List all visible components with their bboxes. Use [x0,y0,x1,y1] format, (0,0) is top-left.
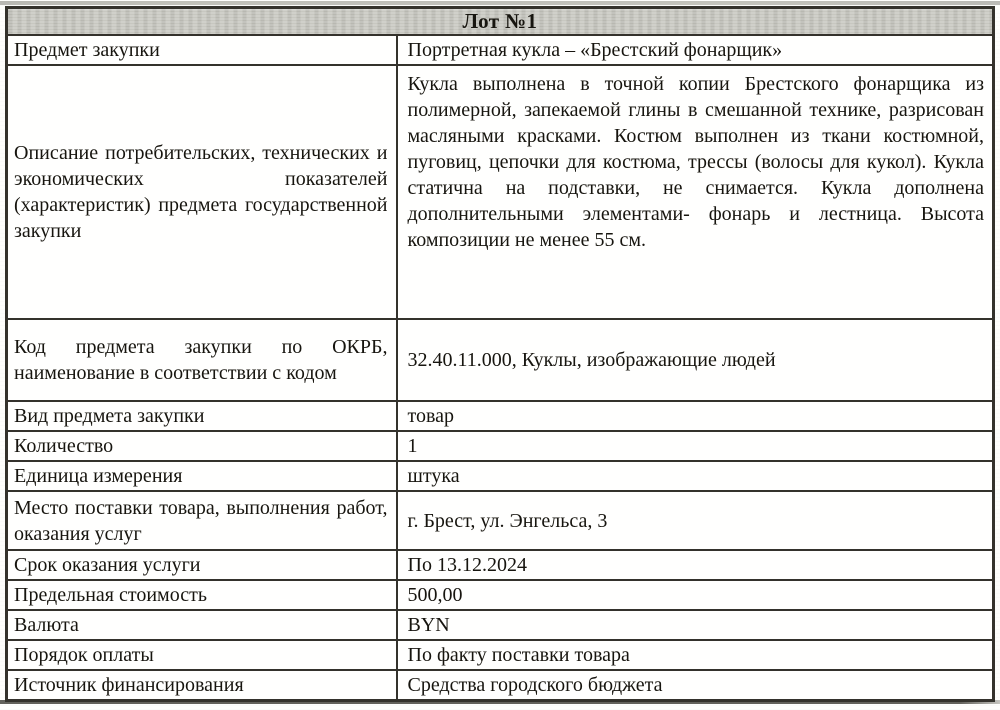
table-row-subject [7,35,994,65]
table-row-quantity [7,431,994,461]
row-value-unit: штука [397,461,994,491]
row-label-kind: Вид предмета закупки [7,401,397,431]
row-value-delivery-place: г. Брест, ул. Энгельса, 3 [397,491,994,550]
lot-header-row [7,8,994,36]
row-value-max-cost: 500,00 [397,580,994,610]
table-row-term [7,550,994,580]
table-row-description [7,65,994,319]
row-value-kind: товар [397,401,994,431]
lot-title: Лот №1 [7,8,994,36]
row-value-funding-source: Средства городского бюджета [397,670,994,701]
row-label-okrb-code: Код предмета закупки по ОКРБ, наименование в соответствии с кодом [7,319,397,401]
row-value-quantity: 1 [397,431,994,461]
table-row-okrb-code [7,319,994,401]
row-label-max-cost: Предельная стоимость [7,580,397,610]
row-label-unit: Единица измерения [7,461,397,491]
table-row-currency [7,610,994,640]
table-row-kind [7,401,994,431]
row-label-quantity: Количество [7,431,397,461]
row-value-okrb-code: 32.40.11.000, Куклы, изображающие людей [397,319,994,401]
table-row-funding-source [7,670,994,701]
row-value-description: Кукла выполнена в точной копии Брестского фонарщика из полимерной, запекаемой глины в смешанной технике, разрисован масляными красками. Костюм выполнен из ткани костюмной, пуговиц, цепочки для костюма, трессы (волосы для кукол). Кукла статична на подставки, не снимается. Кукла дополнена дополнительными элементами- фонарь и лестница. Высота композиции не менее 55 см. [397,65,994,319]
table-row-delivery-place [7,491,994,550]
procurement-lot-table [5,6,995,702]
row-label-payment-order: Порядок оплаты [7,640,397,670]
scan-artifact-top-edge [0,1,1000,5]
row-value-term: По 13.12.2024 [397,550,994,580]
table-row-unit [7,461,994,491]
row-label-term: Срок оказания услуги [7,550,397,580]
row-value-currency: BYN [397,610,994,640]
row-label-funding-source: Источник финансирования [7,670,397,701]
row-label-delivery-place: Место поставки товара, выполнения работ, оказания услуг [7,491,397,550]
row-value-payment-order: По факту поставки товара [397,640,994,670]
row-label-description: Описание потребительских, технических и экономических показателей (характеристик) предмета государственной закупки [7,65,397,319]
table-row-payment-order [7,640,994,670]
row-value-subject: Портретная кукла – «Брестский фонарщик» [397,35,994,65]
table-row-max-cost [7,580,994,610]
row-label-subject: Предмет закупки [7,35,397,65]
row-label-currency: Валюта [7,610,397,640]
